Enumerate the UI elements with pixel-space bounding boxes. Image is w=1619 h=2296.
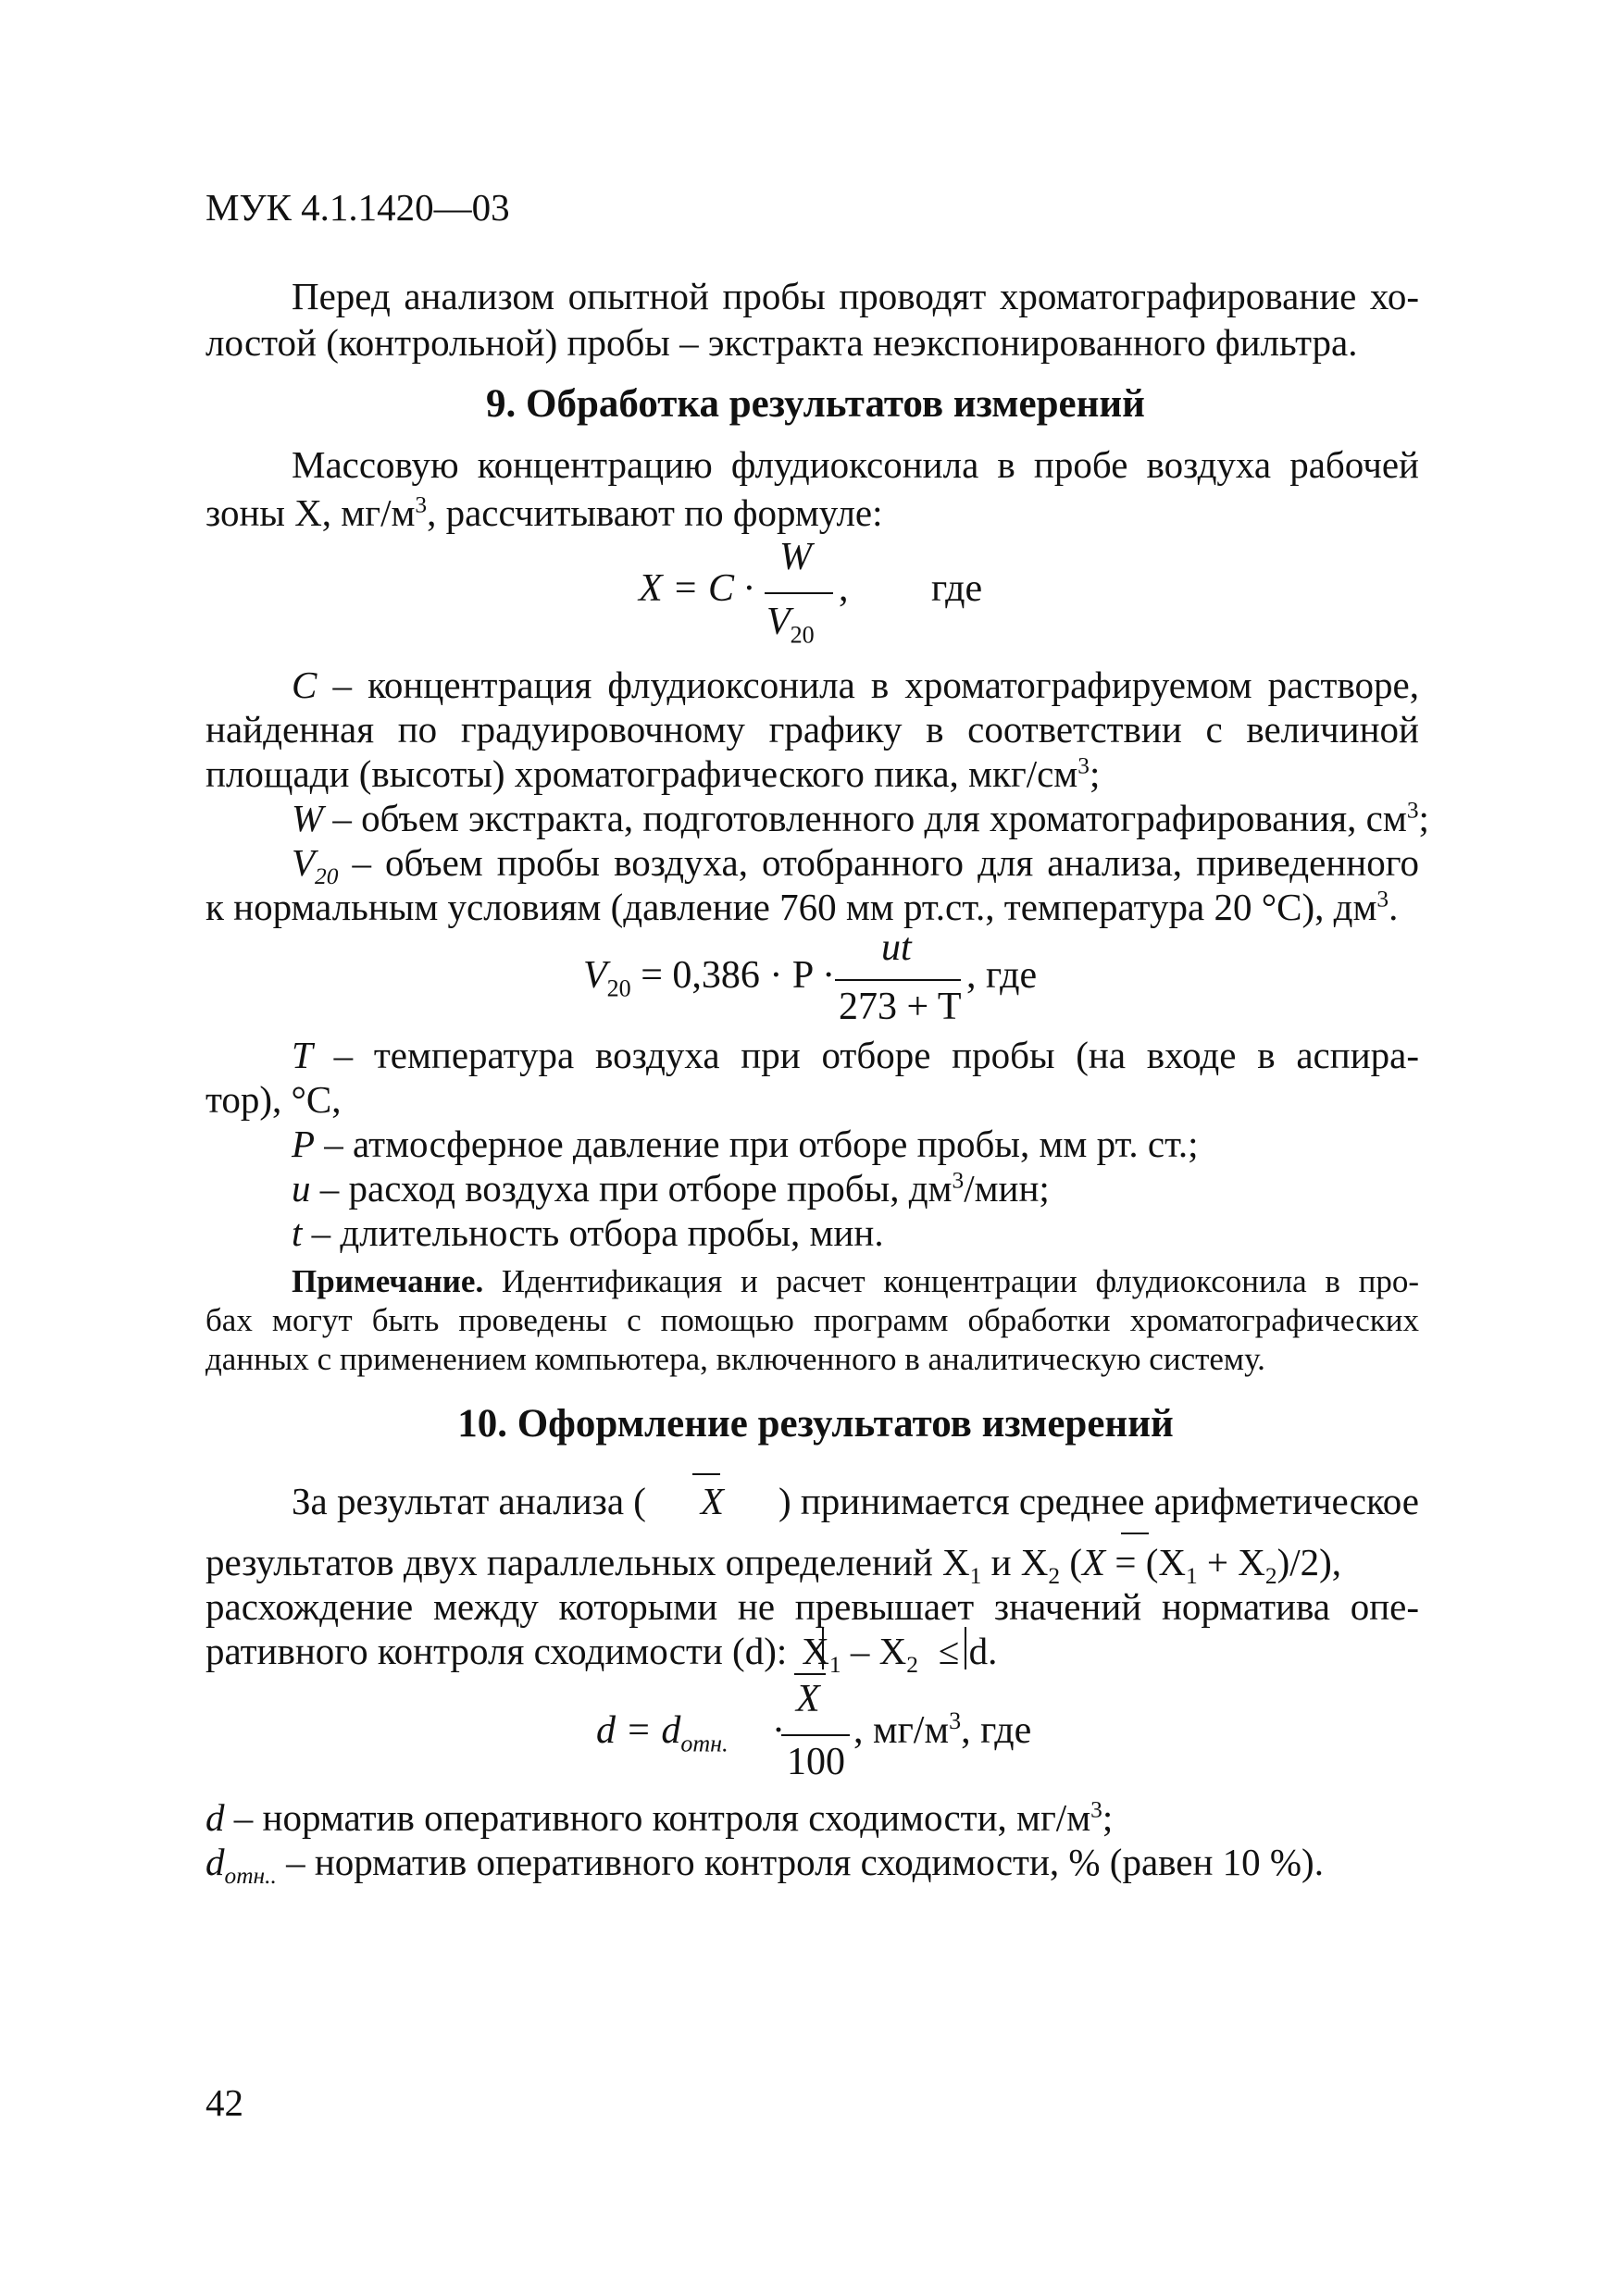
intro-line-2: лостой (контрольной) пробы – экстракта неэкспонированного фильтра. xyxy=(205,321,1358,364)
t-definition-line-2: тор), °С, xyxy=(205,1078,342,1121)
document-code: МУК 4.1.1420—03 xyxy=(205,186,510,229)
page-number: 42 xyxy=(205,2081,243,2124)
d-otn-definition: $d_{отн..}$ – норматив оперативного контроля сходимости, % (равен 10 %). xyxy=(205,1841,1324,1890)
document-page: МУК 4.1.1420—03 Перед анализом опытной пробы проводят хроматографирование хо- лостой (контрольной) пробы – экстракта неэкспонированного фильтра. 9. Обработка результатов измерений Массовую концентрацию флудиоксонила в пробе воздуха рабочей зоны Х, $мг/м^3$, рассчитывают по формуле: X = C · W $V_{20}$ , где C – концентрация флудиоксонила в хроматографируемом растворе, найденная по градуировочному графику в соответствии с величиной площади (высоты) хроматографического пика, мкг/$см^3$; W – объем экстракта, подготовленного для хроматографирования, $см^3$; $V_{20}$ – объем пробы воздуха, отобранного для анализа, приведенного к нормальным условиям (давление 760 мм рт.ст., температура 20 °С), $дм^3$. $V_{20} = 0,386 \cdot P$ · ut 273 + T , где T – температура воздуха при отборе пробы (на входе в аспира- тор), °С, P – атмосферное давление при отборе пробы, мм рт. ст.; u – расход воздуха при отборе пробы, $дм^3$/мин; t – длительность отбора пробы, мин. Примечание. Идентификация и расчет концентрации флудиоксонила в про- бах могут быть проведены с помощью программ обработки хроматографических данных с применением компьютера, включенного в аналитическую систему. 10. Оформление результатов измерений За результат анализа ( X ) принимается среднее арифметическое результатов двух параллельных определений $Х_1$ и $Х_2$ $(X = (Х_1 + Х_2)/2)$, расхождение между которыми не превышает значений норматива опе- ративного контроля сходимости (d): $Х_1 - Х_2 \le d$. $d = d_{отн.}$ · X 100 , $мг/м^3$, где d – норматив оперативного контроля сходимости, $мг/м^3$; $d_{отн..}$ – норматив оперативного контроля сходимости, % (равен 10 %). 42 xyxy=(205,186,1429,2124)
v20-definition-line-1: $V_{20}$ – объем пробы воздуха, отобранного для анализа, приведенного xyxy=(292,841,1419,890)
section-9-paragraph-line-1: Массовую концентрацию флудиоксонила в пробе воздуха рабочей xyxy=(292,443,1419,486)
p-definition: P – атмосферное давление при отборе пробы, мм рт. ст.; xyxy=(292,1123,1199,1165)
abs-bar-left xyxy=(822,1627,824,1669)
abs-bar-right xyxy=(965,1627,966,1669)
x-bar-symbol-2: X xyxy=(1082,1541,1106,1583)
v20-definition-line-2: к нормальным условиям (давление 760 мм рт.ст., температура 20 °С), $дм^3$. xyxy=(205,886,1399,928)
d-definition: d – норматив оперативного контроля сходимости, $мг/м^3$; xyxy=(205,1796,1114,1839)
section-9-paragraph-line-2: зоны Х, $мг/м^3$, рассчитывают по формуле: xyxy=(205,491,883,534)
time-definition: t – длительность отбора пробы, мин. xyxy=(292,1211,884,1254)
note-line-1: Примечание. Идентификация и расчет концентрации флудиоксонила в про- xyxy=(292,1263,1419,1299)
u-definition: u – расход воздуха при отборе пробы, $дм^3$/мин; xyxy=(292,1167,1050,1210)
section-10-line-1: За результат анализа ( X ) принимается среднее арифметическое xyxy=(292,1480,1419,1522)
note-line-2: бах могут быть проведены с помощью программ обработки хроматографических xyxy=(205,1302,1419,1338)
section-10-line-2: результатов двух параллельных определений $Х_1$ и $Х_2$ $(X = (Х_1 + Х_2)/2)$, xyxy=(205,1541,1342,1590)
c-definition-line-2: найденная по градуировочному графику в соответствии с величиной xyxy=(205,708,1419,751)
note-line-3: данных с применением компьютера, включенного в аналитическую систему. xyxy=(205,1341,1265,1377)
c-definition-line-3: площади (высоты) хроматографического пика, мкг/$см^3$; xyxy=(205,752,1101,795)
t-definition-line-1: T – температура воздуха при отборе пробы (на входе в аспира- xyxy=(292,1034,1419,1076)
w-definition: W – объем экстракта, подготовленного для хроматографирования, $см^3$; xyxy=(292,797,1429,839)
x-bar-symbol-1: X xyxy=(700,1480,724,1522)
section-10-line-4: ративного контроля сходимости (d): $Х_1 - Х_2 \le d$. xyxy=(205,1630,998,1679)
section-10-line-3: расхождение между которыми не превышает значений норматива опе- xyxy=(205,1585,1419,1628)
intro-line-1: Перед анализом опытной пробы проводят хроматографирование хо- xyxy=(292,275,1419,317)
section-10-heading: 10. Оформление результатов измерений xyxy=(457,1402,1174,1446)
section-9-heading: 9. Обработка результатов измерений xyxy=(486,382,1145,426)
c-definition-line-1: C – концентрация флудиоксонила в хроматографируемом растворе, xyxy=(292,664,1419,706)
